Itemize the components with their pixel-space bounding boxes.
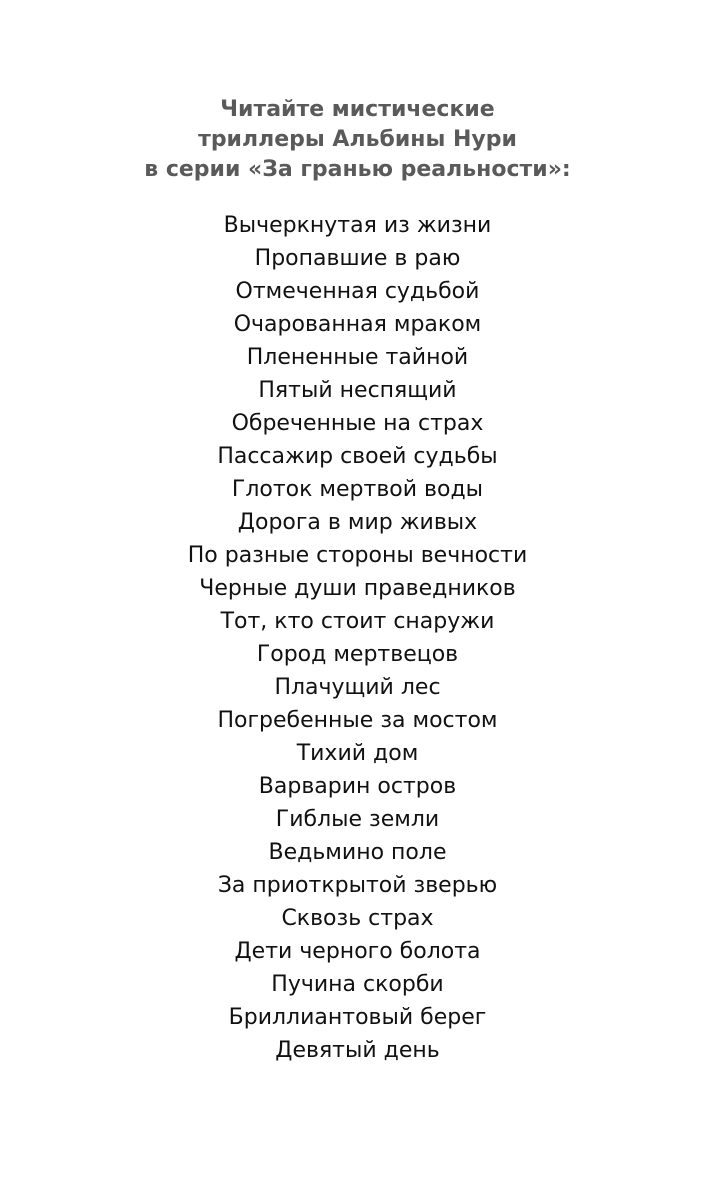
book-title: Плачущий лес — [274, 675, 441, 700]
heading-line-2: триллеры Альбины Нури — [198, 127, 517, 152]
book-title: Пучина скорби — [271, 972, 444, 997]
book-title: Обреченные на страх — [231, 411, 484, 436]
book-title: Варварин остров — [258, 774, 457, 799]
book-title: Глоток мертвой воды — [231, 477, 484, 502]
book-title: Бриллиантовый берег — [228, 1005, 487, 1030]
book-title: Дети черного болота — [234, 939, 481, 964]
book-title: Город мертвецов — [256, 642, 459, 667]
book-title: Тот, кто стоит снаружи — [220, 609, 495, 634]
book-title: Пятый неспящий — [258, 378, 457, 403]
book-title: Вычеркнутая из жизни — [223, 213, 492, 238]
book-title: Очарованная мраком — [233, 312, 482, 337]
book-title: За приоткрытой зверью — [217, 873, 498, 898]
book-title: Погребенные за мостом — [217, 708, 498, 733]
book-title: Пассажир своей судьбы — [217, 444, 498, 469]
book-title: Отмеченная судьбой — [235, 279, 480, 304]
book-title: Девятый день — [275, 1038, 440, 1063]
book-titles-list — [0, 209, 715, 1067]
book-title: Черные души праведников — [199, 576, 516, 601]
book-title: Тихий дом — [296, 741, 419, 766]
book-title: По разные стороны вечности — [187, 543, 528, 568]
book-title: Ведьмино поле — [268, 840, 447, 865]
book-title: Сквозь страх — [281, 906, 434, 931]
heading-line-3: в серии «За гранью реальности»: — [144, 157, 571, 182]
book-title: Гиблые земли — [275, 807, 440, 832]
book-title: Дорога в мир живых — [237, 510, 478, 535]
book-title: Пропавшие в раю — [254, 246, 461, 271]
heading-line-1: Читайте мистические — [220, 97, 495, 122]
series-heading — [0, 95, 715, 185]
book-title: Плененные тайной — [246, 345, 469, 370]
